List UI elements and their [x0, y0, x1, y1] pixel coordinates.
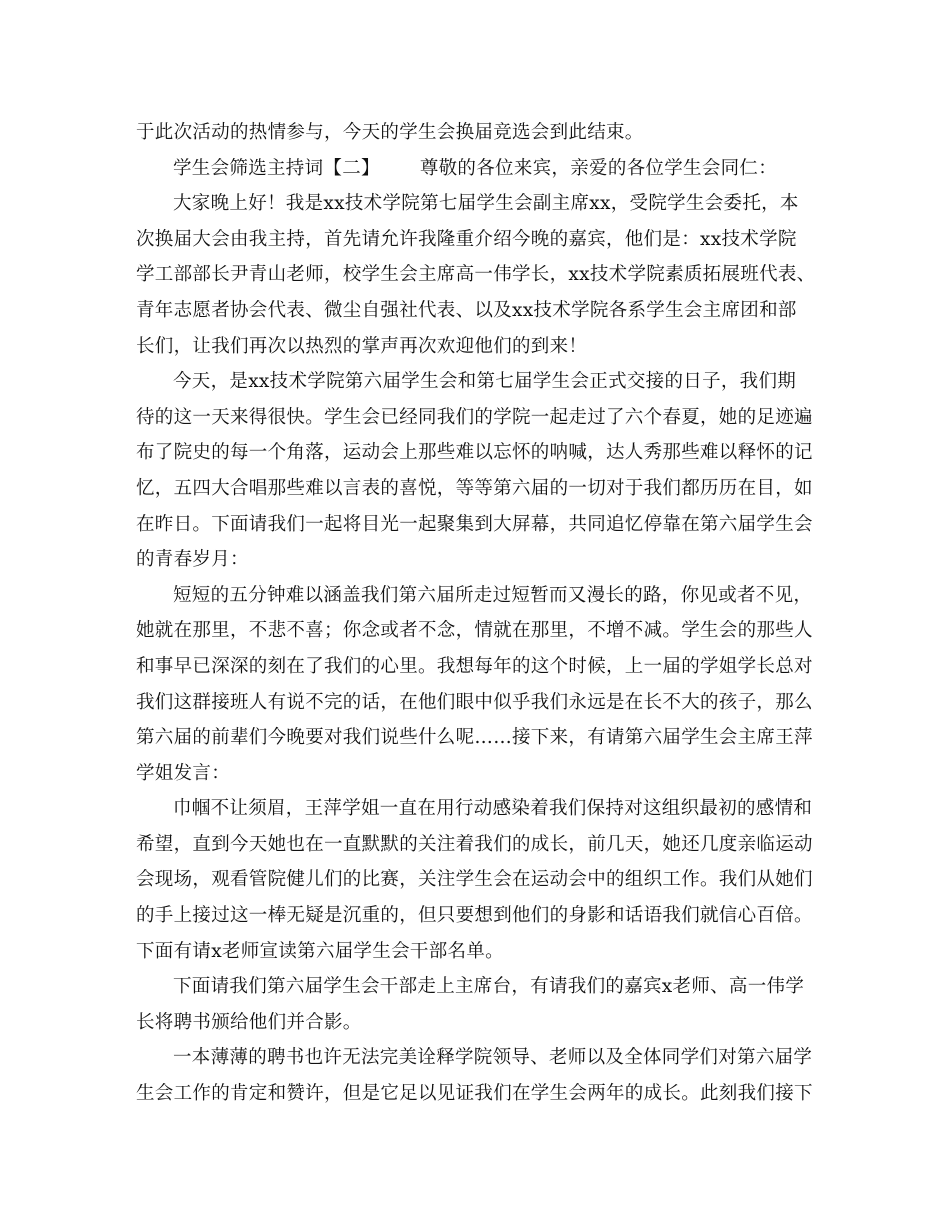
text-line: 巾帼不让须眉，王萍学姐一直在用行动感染着我们保持对这组织最初的感情和: [173, 798, 813, 820]
text-line: [136, 151, 824, 187]
text-line: 短短的五分钟难以涵盖我们第六届所走过短暂而又漫长的路，你见或者不见，: [173, 584, 813, 606]
text-line: 次换届大会由我主持，首先请允许我隆重介绍今晚的嘉宾，他们是：xx技术学院: [136, 228, 797, 250]
salutation: 尊敬的各位来宾，亲爱的各位学生会同仁：: [419, 157, 778, 179]
text-line: 长们，让我们再次以热烈的掌声再次欢迎他们的到来！: [136, 335, 588, 357]
text-line: 一本薄薄的聘书也许无法完美诠释学院领导、老师以及全体同学们对第六届学: [173, 1047, 813, 1069]
text-line: 会现场，观看管院健儿们的比赛，关注学生会在运动会中的组织工作。我们从她们: [136, 869, 813, 891]
paragraph-tribute: [136, 791, 824, 969]
text-line: 下面请我们第六届学生会干部走上主席台，有请我们的嘉宾x老师、高一伟学: [173, 976, 805, 998]
text-line: 今天，是xx技术学院第六届学生会和第七届学生会正式交接的日子，我们期: [173, 371, 797, 393]
text-line: 大家晚上好！我是xx技术学院第七届学生会副主席xx，受院学生会委托，本: [173, 193, 799, 215]
paragraph-video-review: [136, 578, 824, 792]
text-line: 忆，五四大合唱那些难以言表的喜悦，等等第六届的一切对于我们都历历在目，如: [136, 477, 813, 499]
text-line: 下面有请x老师宣读第六届学生会干部名单。: [136, 940, 504, 962]
text-line: 希望，直到今天她也在一直默默的关注着我们的成长，前几天，她还几度亲临运动: [136, 833, 813, 855]
text-line: 布了院史的每一个角落，运动会上那些难以忘怀的呐喊，达人秀那些难以释怀的记: [136, 442, 813, 464]
paragraph-handover: [136, 364, 824, 578]
text-line: 的青春岁月：: [136, 549, 249, 571]
text-line: 在昨日。下面请我们一起将目光一起聚集到大屏幕，共同追忆停靠在第六届学生会: [136, 513, 813, 535]
text-line: 长将聘书颁给他们并合影。: [136, 1011, 362, 1033]
paragraph-appointment: [136, 1040, 824, 1111]
text-line: 和事早已深深的刻在了我们的心里。我想每年的这个时候，上一届的学姐学长总对: [136, 655, 813, 677]
paragraph-heading-greeting: [136, 151, 824, 187]
section-title: 学生会筛选主持词【二】: [173, 157, 380, 179]
text-line: 第六届的前辈们今晚要对我们说些什么呢……接下来，有请第六届学生会主席王萍: [136, 727, 813, 749]
text-line: 生会工作的肯定和赞许，但是它足以见证我们在学生会两年的成长。此刻我们接下: [136, 1083, 813, 1105]
text-line: 于此次活动的热情参与，今天的学生会换届竞选会到此结束。: [136, 122, 644, 143]
paragraph-introduction: [136, 186, 824, 364]
text-line: 学姐发言：: [136, 762, 231, 784]
text-line: 她就在那里，不悲不喜；你念或者不念，情就在那里，不增不减。学生会的那些人: [136, 620, 813, 642]
paragraph-certificates: [136, 969, 824, 1040]
text-line: 的手上接过这一棒无疑是沉重的，但只要想到他们的身影和话语我们就信心百倍。: [136, 905, 813, 927]
document-body: [136, 115, 824, 1112]
paragraph-closing: [136, 115, 824, 151]
text-line: 我们这群接班人有说不完的话，在他们眼中似乎我们永远是在长不大的孩子，那么: [136, 691, 813, 713]
text-line: 青年志愿者协会代表、微尘自强社代表、以及xx技术学院各系学生会主席团和部: [136, 299, 797, 321]
text-line: 学工部部长尹青山老师，校学生会主席高一伟学长，xx技术学院素质拓展班代表、: [136, 264, 816, 286]
text-line: 待的这一天来得很快。学生会已经同我们的学院一起走过了六个春夏，她的足迹遍: [136, 406, 813, 428]
